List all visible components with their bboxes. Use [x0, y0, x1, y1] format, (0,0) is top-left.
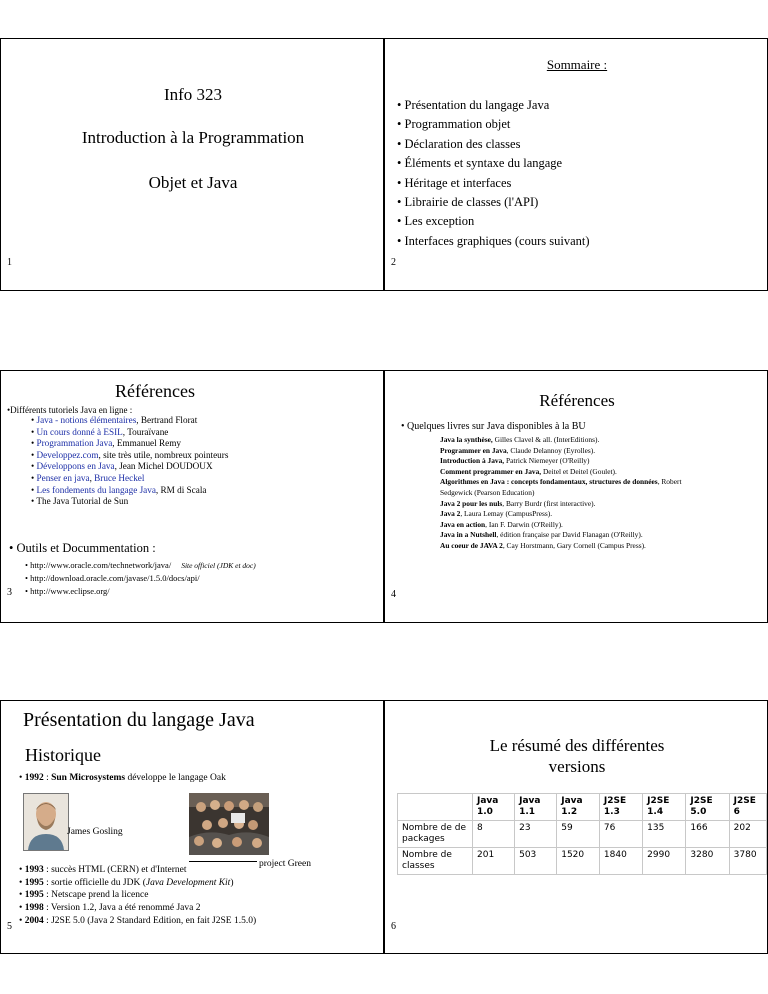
green-team-photo — [189, 793, 269, 855]
tutorial-link[interactable]: Penser en java — [36, 472, 90, 483]
list-item — [31, 496, 228, 508]
books-heading: • Quelques livres sur Java disponibles à la BU — [401, 421, 586, 432]
book-author: , Barry Burdr (first interactive). — [502, 498, 596, 508]
book-title: Java in a Nutshell — [440, 530, 497, 540]
book-author: , Claude Delannoy (Eyrolles). — [506, 445, 596, 455]
tutorial-author: , site très utile, nombreux pointeurs — [98, 449, 229, 460]
separator: : — [43, 773, 52, 783]
book-entry — [440, 520, 710, 531]
book-title: Algorithmes en Java : concepts fondamentaux, structures de données — [440, 477, 658, 487]
caption-rule — [189, 861, 257, 862]
history-item — [19, 902, 256, 915]
history-text: : succès HTML (CERN) et d'Internet — [43, 865, 187, 875]
book-title: Comment programmer en Java, — [440, 466, 542, 476]
list-item — [31, 427, 228, 439]
table-cell: 3280 — [686, 848, 729, 875]
history-year: 2004 — [24, 915, 44, 926]
history-year: 1993 — [24, 865, 44, 875]
history-year: 1992 — [24, 773, 44, 783]
book-entry — [440, 467, 710, 478]
slide-subtitle: Historique — [25, 745, 101, 765]
list-item: • Éléments et syntaxe du langage — [397, 154, 590, 173]
history-item: • 1992 : Sun Microsystems développe le langage Oak — [19, 773, 226, 783]
history-year: 1995 — [24, 890, 44, 901]
slide-number: 1 — [7, 257, 12, 268]
list-item: • Héritage et interfaces — [397, 174, 590, 193]
book-author: , Robert Sedgewick (Pearson Education) — [440, 477, 682, 497]
list-item — [25, 559, 256, 572]
book-entry — [440, 541, 710, 552]
slide-number: 6 — [391, 921, 396, 932]
tutorial-link[interactable]: Développons en Java — [36, 461, 115, 472]
history-text-end: ) — [230, 877, 234, 888]
tutorials-intro: •Différents tutoriels Java en ligne : — [7, 405, 133, 415]
slide-title: Références — [115, 381, 195, 401]
tutorial-link[interactable]: Developpez.com — [36, 449, 99, 460]
table-row — [398, 848, 767, 875]
book-title: Introduction à Java, — [440, 456, 505, 466]
slide-2 — [384, 38, 768, 291]
table-cell: 76 — [599, 821, 642, 848]
slide-6 — [384, 700, 768, 954]
column-header: Java 1.1 — [515, 794, 557, 821]
tutorial-author: , Touraïvane — [122, 426, 169, 437]
list-item: • Les exception — [397, 212, 590, 231]
table-cell: 59 — [557, 821, 600, 848]
slide-title: Sommaire : — [546, 57, 608, 72]
slide-4 — [384, 370, 768, 623]
tutorial-link[interactable]: Les fondements du langage Java — [36, 484, 156, 495]
tutorial-name: The Java Tutorial de Sun — [36, 496, 129, 507]
history-italic: Java Development Kit — [145, 877, 231, 888]
tutorial-author: , Bertrand Florat — [136, 415, 198, 425]
course-code: Info 323 — [163, 85, 223, 104]
slide-number: 2 — [391, 257, 396, 268]
column-header: J2SE 1.4 — [643, 794, 686, 821]
slide-number: 3 — [7, 587, 12, 598]
summary-list — [397, 96, 590, 251]
author-link[interactable]: Bruce Heckel — [94, 472, 145, 483]
history-text: : Version 1.2, Java a été renommé Java 2 — [43, 903, 201, 914]
slide-1 — [0, 38, 384, 291]
book-author: , Laura Lemay (CampusPress). — [460, 509, 553, 519]
books-heading-text: Quelques livres sur Java disponibles à la BU — [407, 421, 586, 432]
history-text: : Netscape prend la licence — [43, 890, 149, 901]
tutorial-author: , RM di Scala — [155, 484, 207, 495]
slide-number: 4 — [391, 589, 396, 600]
book-title: Programmer en Java — [440, 445, 507, 455]
list-item: • Librairie de classes (l'API) — [397, 193, 590, 212]
tools-list — [25, 559, 256, 599]
slide-title: Présentation du langage Java — [23, 709, 255, 731]
list-item — [31, 485, 228, 497]
title-line2: versions — [548, 757, 606, 776]
title-line1: Le résumé des différentes — [489, 736, 665, 755]
column-header: Java 1.2 — [557, 794, 600, 821]
book-entry — [440, 456, 710, 467]
book-title: Java 2 — [440, 509, 461, 519]
versions-table — [397, 793, 767, 875]
book-title: Java 2 pour les nuls — [440, 498, 503, 508]
book-entry — [440, 446, 710, 457]
history-text: : sortie officielle du JDK ( — [43, 877, 146, 888]
book-entry — [440, 509, 710, 520]
slide-5 — [0, 700, 384, 954]
book-entry — [440, 530, 710, 541]
gosling-caption: James Gosling — [67, 827, 123, 837]
group-image — [189, 793, 269, 855]
history-year: 1998 — [24, 903, 44, 914]
table-row — [398, 821, 767, 848]
tutorial-author: , Emmanuel Remy — [112, 438, 181, 449]
slide-3 — [0, 370, 384, 623]
table-cell: 503 — [515, 848, 557, 875]
book-author: Gilles Clavel & all. (InterEditions). — [492, 435, 600, 444]
history-item — [19, 889, 256, 902]
portrait-image — [24, 794, 68, 850]
history-item — [19, 915, 256, 928]
list-item — [25, 585, 256, 598]
list-item: • Interfaces graphiques (cours suivant) — [397, 232, 590, 251]
corner-cell — [398, 794, 473, 821]
book-author: , Ian F. Darwin (O'Reilly). — [485, 519, 563, 529]
list-item: • Programmation objet — [397, 115, 590, 134]
table-cell: 135 — [643, 821, 686, 848]
gosling-photo — [23, 793, 69, 851]
list-item: • Présentation du langage Java — [397, 96, 590, 115]
tutorials-list — [31, 415, 228, 508]
table-cell: 201 — [473, 848, 515, 875]
slide-title: Références — [539, 391, 615, 410]
list-item — [25, 572, 256, 585]
history-item — [19, 877, 256, 890]
list-item — [31, 415, 228, 427]
book-entry — [440, 477, 710, 498]
table-cell: 3780 — [729, 848, 766, 875]
tool-url[interactable]: http://www.oracle.com/technetwork/java/ — [30, 560, 172, 570]
book-title: Java la synthèse, — [440, 435, 493, 444]
tool-url[interactable]: http://www.eclipse.org/ — [30, 586, 110, 597]
tool-note: Site officiel (JDK et doc) — [181, 561, 256, 570]
book-title: Java en action — [440, 519, 486, 529]
slide-number: 5 — [7, 921, 12, 932]
column-header: J2SE 5.0 — [686, 794, 729, 821]
table-cell: 8 — [473, 821, 515, 848]
course-title-line1: Introduction à la Programmation — [81, 128, 305, 147]
list-item: • Déclaration des classes — [397, 135, 590, 154]
list-item — [31, 473, 228, 485]
table-header-row — [398, 794, 767, 821]
tutorial-link[interactable]: Java - notions élémentaires — [36, 415, 137, 425]
books-list — [440, 435, 710, 552]
history-text: développe le langage Oak — [125, 773, 226, 783]
book-entry — [440, 435, 710, 446]
row-header: Nombre de classes — [398, 848, 473, 875]
table-cell: 166 — [686, 821, 729, 848]
book-author: , Cay Horstmann, Gary Cornell (Campus Press). — [502, 540, 646, 550]
book-author: Deitel et Deitel (Goulet). — [541, 466, 617, 476]
tools-heading-text: Outils et Docummentation : — [16, 541, 156, 555]
history-list — [19, 864, 256, 928]
row-header: Nombre de de packages — [398, 821, 473, 848]
table-cell: 2990 — [643, 848, 686, 875]
list-item — [31, 461, 228, 473]
table-cell: 202 — [729, 821, 766, 848]
table-cell: 1840 — [599, 848, 642, 875]
table-cell: 23 — [515, 821, 557, 848]
book-entry — [440, 499, 710, 510]
list-item — [31, 450, 228, 462]
history-text: : J2SE 5.0 (Java 2 Standard Edition, en fait J2SE 1.5.0) — [43, 915, 257, 926]
column-header: Java 1.0 — [473, 794, 515, 821]
tutorial-link[interactable]: Un cours donné à ESIL — [36, 426, 123, 437]
green-caption: project Green — [259, 859, 311, 869]
tutorial-author: , Jean Michel DOUDOUX — [114, 461, 213, 472]
company-name: Sun Microsystems — [51, 773, 126, 783]
course-title-line2: Objet et Java — [148, 173, 238, 192]
table-cell: 1520 — [557, 848, 600, 875]
column-header: J2SE 6 — [729, 794, 766, 821]
tools-heading: • Outils et Docummentation : — [9, 541, 156, 555]
list-item — [31, 438, 228, 450]
tutorial-link[interactable]: Programmation Java — [36, 438, 113, 449]
tool-url[interactable]: http://download.oracle.com/javase/1.5.0/docs/api/ — [30, 573, 200, 584]
history-year: 1995 — [24, 877, 44, 888]
book-author: , édition française par David Flanagan (O'Reilly). — [496, 530, 643, 540]
tutorial-author: , — [89, 472, 95, 483]
history-item — [19, 864, 256, 877]
book-author: Patrick Niemeyer (O'Reilly) — [504, 456, 590, 466]
slide-title — [385, 735, 768, 777]
book-title: Au coeur de JAVA 2 — [440, 540, 503, 550]
column-header: J2SE 1.3 — [599, 794, 642, 821]
